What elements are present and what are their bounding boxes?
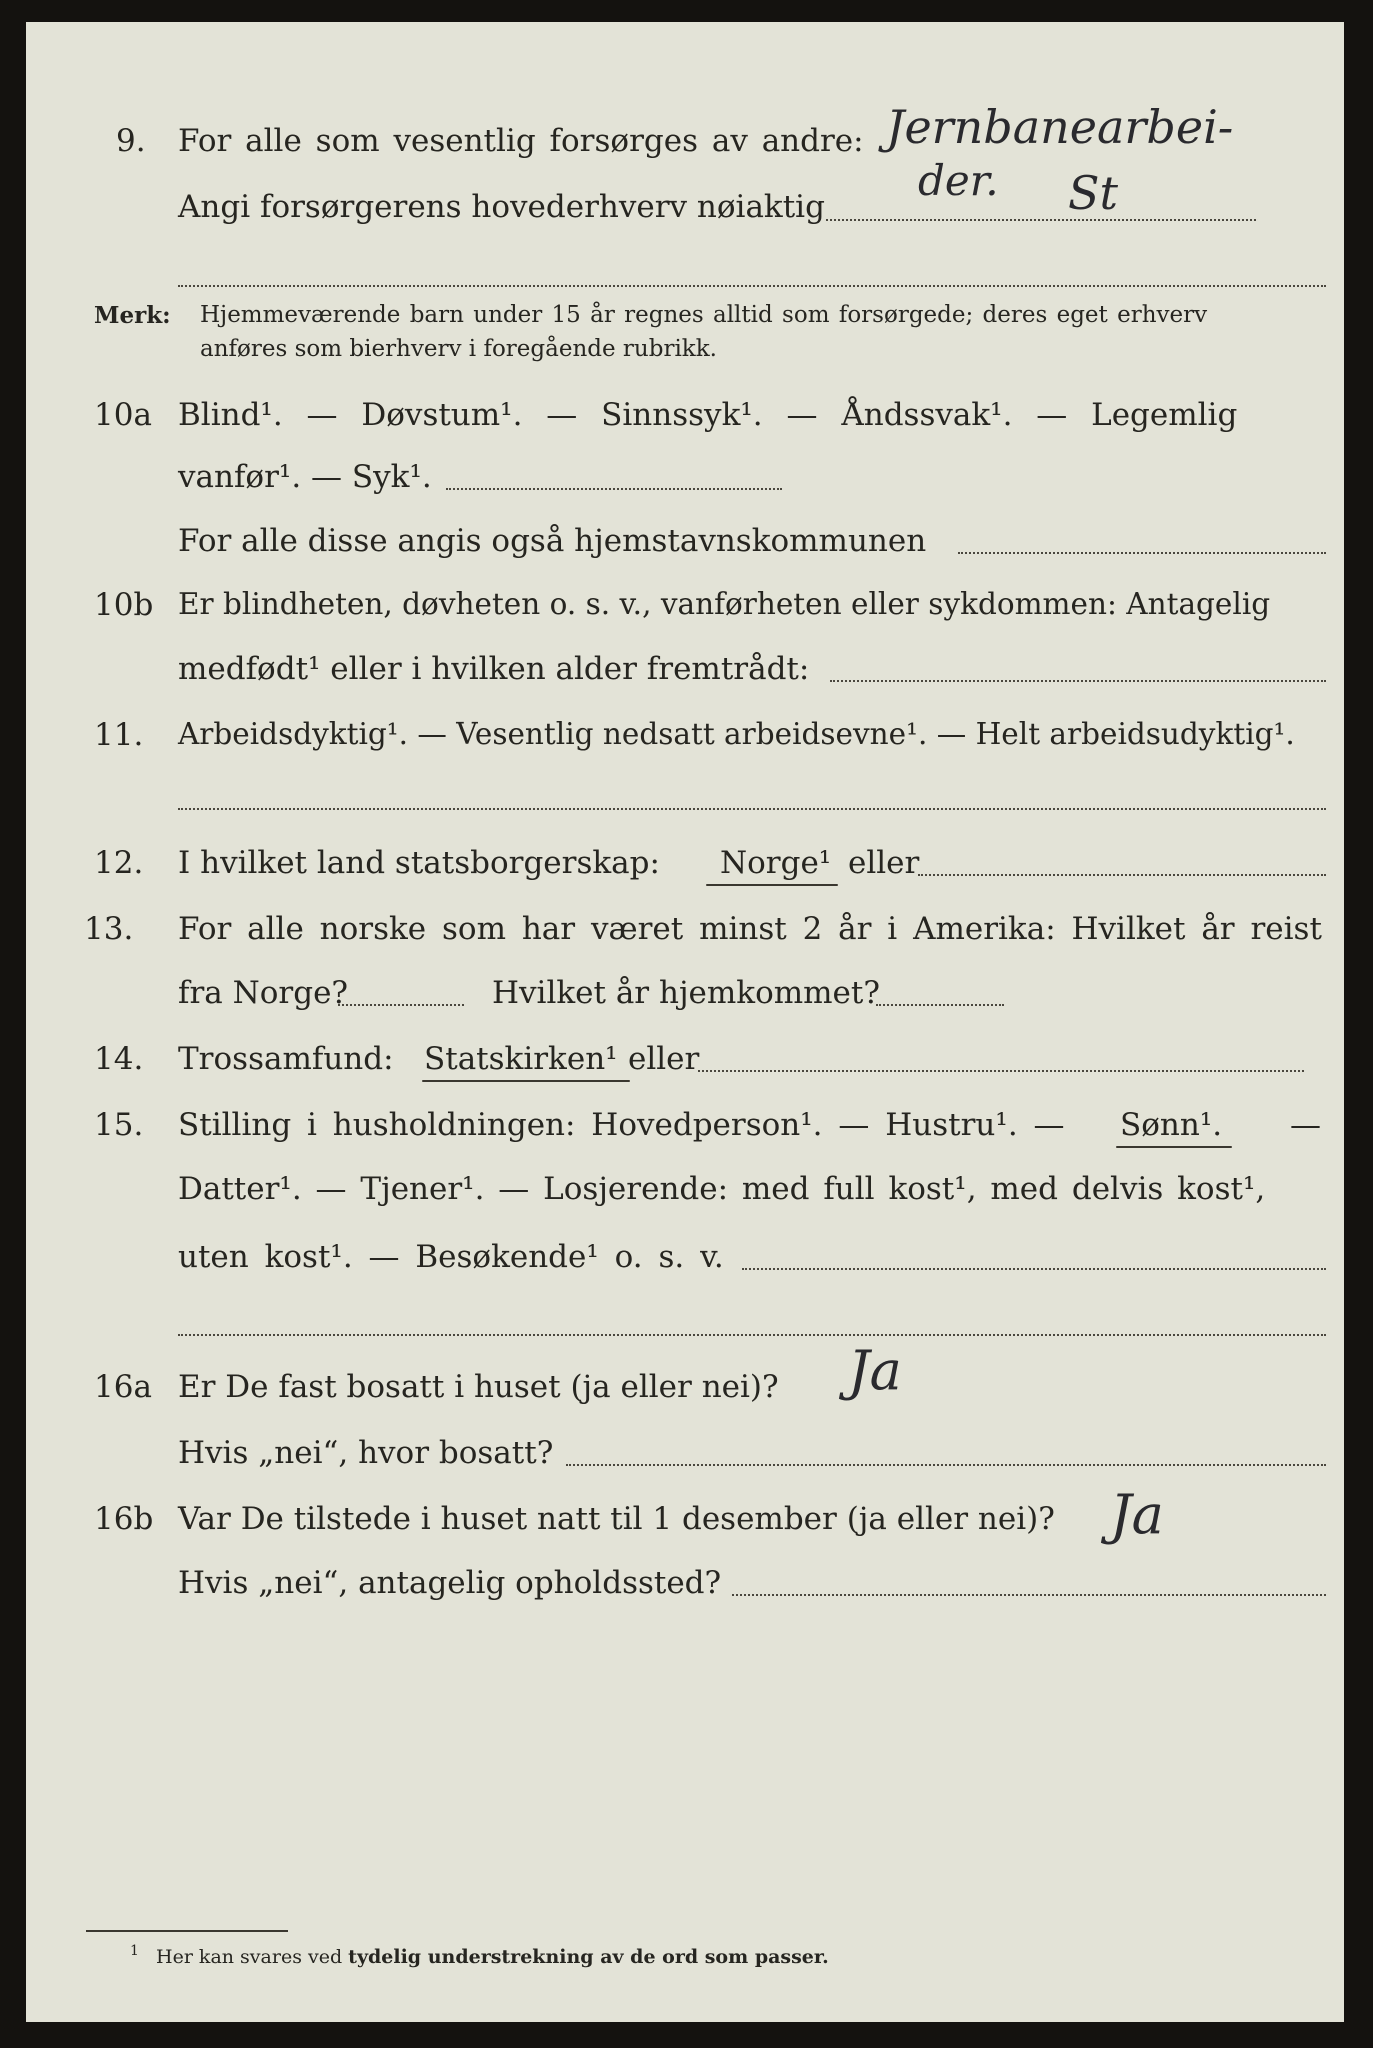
q11-line1: Arbeidsdyktig¹. — Vesentlig nedsatt arbeidsevne¹. — Helt arbeidsudyktig¹. [178, 717, 1295, 751]
q10a-number: 10a [94, 397, 152, 433]
q12-answer-line [918, 874, 1326, 876]
q10b-line2: medfødt¹ eller i hvilken alder fremtrådt: [178, 651, 810, 687]
q10b-answer-line [830, 680, 1326, 682]
footnote-mark: 1 [130, 1943, 139, 1959]
merk-line2: anføres som bierhverv i foregående rubrikk. [200, 336, 717, 362]
q14-number: 14. [94, 1041, 144, 1077]
q10a-hometown-line [958, 552, 1326, 554]
q9-handwritten-code: St [1068, 166, 1118, 220]
q13-year-returned-line [876, 1004, 1004, 1006]
q9-handwritten-occupation: Jernbanearbei- [886, 100, 1234, 154]
q10a-answer-line [446, 488, 782, 490]
q16a-handwritten-answer: Ja [848, 1339, 902, 1402]
q13-year-left-line [338, 1004, 464, 1006]
q9-answer-line [826, 219, 1256, 221]
merk-label: Merk: [94, 302, 171, 329]
q13-line1: For alle norske som har været minst 2 år i Amerika: Hvilket år reist [178, 911, 1322, 947]
census-form-page [26, 22, 1344, 2022]
q12-norge-underline [706, 884, 838, 886]
q14-option-statskirken: Statskirken¹ [424, 1041, 618, 1077]
q16b-answer-line [732, 1594, 1326, 1596]
q13-line2a: fra Norge? [178, 975, 349, 1011]
q15-extra-line [178, 1334, 1326, 1336]
q9-handwritten-occupation-cont: der. [918, 156, 999, 205]
q15-line1-post: — [1290, 1107, 1321, 1143]
q15-option-sonn: Sønn¹. [1120, 1107, 1223, 1143]
q16a-line2: Hvis „nei“, hvor bosatt? [178, 1435, 554, 1471]
q16b-handwritten-answer: Ja [1110, 1483, 1164, 1546]
q9-extra-line [178, 285, 1326, 287]
q12-number: 12. [94, 845, 144, 881]
q10a-line3: For alle disse angis også hjemstavnskommunen [178, 523, 927, 559]
footnote-rule [86, 1930, 288, 1932]
q16a-answer-line [566, 1464, 1326, 1466]
merk-line1: Hjemmeværende barn under 15 år regnes alltid som forsørgede; deres eget erhverv [200, 302, 1208, 328]
q9-number: 9. [116, 123, 146, 159]
q13-number: 13. [84, 911, 134, 947]
q12-line1-pre: I hvilket land statsborgerskap: [178, 845, 660, 881]
q14-statskirken-underline [422, 1080, 630, 1082]
q15-line1-pre: Stilling i husholdningen: Hovedperson¹. — Hustru¹. — [178, 1107, 1065, 1143]
q10a-line1: Blind¹. — Døvstum¹. — Sinnssyk¹. — Åndssvak¹. — Legemlig [178, 397, 1238, 433]
q14-pre: Trossamfund: [178, 1041, 394, 1077]
q12-option-norge: Norge¹ [720, 845, 832, 881]
q16b-line1: Var De tilstede i huset natt til 1 desember (ja eller nei)? [178, 1501, 1055, 1537]
q10a-line2: vanfør¹. — Syk¹. [178, 459, 432, 495]
q15-line3: uten kost¹. — Besøkende¹ o. s. v. [178, 1239, 724, 1275]
q15-number: 15. [94, 1107, 144, 1143]
q16a-number: 16a [94, 1369, 152, 1405]
q13-line2b: Hvilket år hjemkommet? [492, 975, 880, 1011]
q11-answer-line [178, 808, 1326, 810]
q15-answer-line [742, 1268, 1326, 1270]
footnote-text-pre: Her kan svares ved [156, 1946, 343, 1968]
q16b-line2: Hvis „nei“, antagelig opholdssted? [178, 1565, 722, 1601]
q10b-line1: Er blindheten, døvheten o. s. v., vanførheten eller sykdommen: Antagelig [178, 587, 1271, 621]
q9-line1: For alle som vesentlig forsørges av andre: [178, 123, 864, 159]
q14-post: eller [628, 1041, 700, 1077]
q12-line1-post: eller [848, 845, 920, 881]
q11-number: 11. [94, 717, 144, 753]
footnote-text [156, 1948, 829, 1967]
q9-line2: Angi forsørgerens hovederhverv nøiaktig [178, 189, 825, 225]
q16b-number: 16b [94, 1501, 154, 1537]
q15-sonn-underline [1116, 1146, 1232, 1148]
q14-answer-line [698, 1070, 1304, 1072]
q15-line2: Datter¹. — Tjener¹. — Losjerende: med full kost¹, med delvis kost¹, [178, 1171, 1266, 1207]
q16a-line1: Er De fast bosatt i huset (ja eller nei)? [178, 1369, 779, 1405]
footnote-text-bold: tydelig understrekning av de ord som passer. [348, 1946, 829, 1968]
q10b-number: 10b [94, 587, 154, 623]
